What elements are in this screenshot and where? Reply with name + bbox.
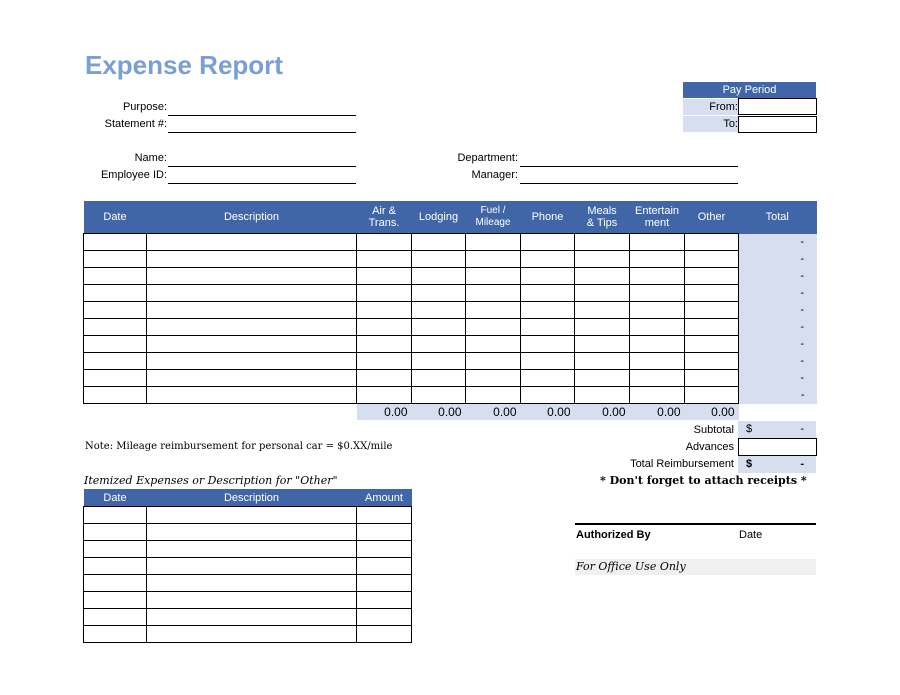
table-cell[interactable] — [412, 319, 466, 336]
table-cell[interactable] — [466, 319, 521, 336]
table-cell[interactable] — [630, 370, 685, 387]
table-row — [84, 387, 817, 404]
subtotal-label: Subtotal — [693, 424, 734, 436]
manager-field[interactable] — [520, 171, 738, 184]
itemized-cell[interactable] — [147, 626, 357, 643]
col-header-line: ment — [644, 217, 670, 229]
row-total: - — [739, 268, 817, 285]
page-title: Expense Report — [85, 50, 283, 80]
column-total: 0.00 — [575, 404, 630, 421]
table-cell[interactable] — [685, 285, 739, 302]
date-label: Date — [739, 529, 763, 541]
column-totals-row — [84, 404, 817, 421]
col-header: Other — [685, 201, 739, 234]
pay-period-header: Pay Period — [683, 82, 816, 98]
itemized-cell[interactable] — [84, 575, 147, 592]
col-header: Amount — [357, 489, 412, 507]
table-cell[interactable] — [466, 302, 521, 319]
table-cell[interactable] — [147, 302, 357, 319]
table-cell[interactable] — [84, 319, 147, 336]
itemized-cell[interactable] — [84, 558, 147, 575]
col-header-line: Mileage — [475, 217, 511, 228]
table-cell[interactable] — [685, 302, 739, 319]
table-cell[interactable] — [357, 353, 412, 370]
name-label: Name: — [134, 152, 167, 164]
subtotal-value: - — [800, 423, 804, 435]
col-header: Total — [739, 201, 817, 234]
table-cell[interactable] — [412, 268, 466, 285]
itemized-cell[interactable] — [357, 626, 412, 643]
table-cell[interactable] — [357, 234, 412, 251]
itemized-cell[interactable] — [357, 524, 412, 541]
table-cell[interactable] — [575, 285, 630, 302]
table-cell[interactable] — [521, 319, 575, 336]
table-row — [84, 353, 817, 370]
table-cell[interactable] — [575, 302, 630, 319]
table-header-row — [84, 201, 817, 234]
itemized-cell[interactable] — [84, 609, 147, 626]
table-cell[interactable] — [84, 370, 147, 387]
col-header — [466, 201, 521, 234]
expense-table — [83, 201, 817, 420]
table-cell[interactable] — [685, 234, 739, 251]
employee-id-label: Employee ID: — [100, 169, 167, 181]
table-cell[interactable] — [412, 336, 466, 353]
blank-cell — [739, 404, 817, 421]
authorized-section — [575, 523, 816, 543]
col-header: Date — [84, 201, 147, 234]
table-cell[interactable] — [685, 387, 739, 404]
table-cell[interactable] — [575, 319, 630, 336]
column-total: 0.00 — [685, 404, 739, 421]
itemized-cell[interactable] — [357, 609, 412, 626]
itemized-cell[interactable] — [147, 541, 357, 558]
table-cell[interactable] — [521, 353, 575, 370]
table-cell[interactable] — [357, 370, 412, 387]
itemized-cell[interactable] — [84, 524, 147, 541]
receipts-reminder: * Don't forget to attach receipts * — [600, 474, 807, 487]
table-cell[interactable] — [630, 285, 685, 302]
column-total: 0.00 — [466, 404, 521, 421]
authorized-by-label: Authorized By — [576, 529, 651, 541]
table-cell[interactable] — [521, 302, 575, 319]
table-cell[interactable] — [466, 353, 521, 370]
itemized-cell[interactable] — [84, 626, 147, 643]
table-cell[interactable] — [147, 251, 357, 268]
table-cell[interactable] — [412, 234, 466, 251]
column-total: 0.00 — [412, 404, 466, 421]
advances-field[interactable] — [738, 438, 817, 456]
row-total: - — [739, 353, 817, 370]
table-cell[interactable] — [466, 234, 521, 251]
table-cell[interactable] — [84, 353, 147, 370]
table-row — [84, 336, 817, 353]
column-total: 0.00 — [521, 404, 575, 421]
table-cell[interactable] — [412, 387, 466, 404]
table-cell[interactable] — [357, 285, 412, 302]
col-header-line: Meals — [587, 205, 617, 217]
col-header: Date — [84, 489, 147, 507]
table-cell[interactable] — [466, 285, 521, 302]
itemized-cell[interactable] — [357, 575, 412, 592]
table-cell[interactable] — [630, 302, 685, 319]
to-field[interactable] — [738, 116, 817, 133]
office-use-label — [575, 559, 816, 575]
table-cell[interactable] — [521, 370, 575, 387]
table-cell[interactable] — [521, 387, 575, 404]
itemized-cell[interactable] — [84, 541, 147, 558]
row-total: - — [739, 336, 817, 353]
table-cell[interactable] — [575, 370, 630, 387]
purpose-label: Purpose: — [122, 101, 167, 113]
table-cell[interactable] — [630, 251, 685, 268]
table-cell[interactable] — [685, 353, 739, 370]
manager-label: Manager: — [471, 169, 518, 181]
advances-label: Advances — [685, 441, 734, 453]
row-total: - — [739, 234, 817, 251]
itemized-cell[interactable] — [357, 592, 412, 609]
table-cell[interactable] — [521, 336, 575, 353]
row-total: - — [739, 251, 817, 268]
to-label: To: — [683, 116, 738, 132]
row-total: - — [739, 302, 817, 319]
itemized-cell[interactable] — [147, 592, 357, 609]
subtotal-currency: $ — [746, 423, 753, 435]
table-cell[interactable] — [575, 387, 630, 404]
col-header-line: & Tips — [586, 217, 618, 229]
table-cell[interactable] — [357, 387, 412, 404]
col-header-line: Trans. — [368, 217, 400, 229]
table-row — [84, 370, 817, 387]
itemized-cell[interactable] — [357, 507, 412, 524]
employee-id-field[interactable] — [168, 171, 356, 184]
from-field[interactable] — [738, 98, 817, 115]
name-field[interactable] — [168, 154, 356, 167]
table-cell[interactable] — [84, 285, 147, 302]
table-cell[interactable] — [630, 353, 685, 370]
itemized-row — [84, 575, 412, 592]
table-cell[interactable] — [630, 387, 685, 404]
itemized-row — [84, 558, 412, 575]
itemized-cell[interactable] — [147, 558, 357, 575]
table-cell[interactable] — [575, 234, 630, 251]
office-use-text: For Office Use Only — [576, 560, 686, 573]
table-row — [84, 251, 817, 268]
itemized-row — [84, 541, 412, 558]
table-cell[interactable] — [147, 234, 357, 251]
col-header-line: Air & — [372, 205, 396, 217]
table-cell[interactable] — [147, 336, 357, 353]
department-field[interactable] — [520, 154, 738, 167]
table-cell[interactable] — [575, 336, 630, 353]
table-cell[interactable] — [521, 268, 575, 285]
table-cell[interactable] — [575, 268, 630, 285]
itemized-row — [84, 592, 412, 609]
itemized-row — [84, 507, 412, 524]
department-label: Department: — [457, 152, 518, 164]
table-row — [84, 234, 817, 251]
table-cell[interactable] — [147, 285, 357, 302]
mileage-note: Note: Mileage reimbursement for personal car = $0.XX/mile — [85, 441, 393, 452]
col-header: Lodging — [412, 201, 466, 234]
col-header-line: Fuel / — [480, 205, 506, 216]
column-total: 0.00 — [357, 404, 412, 421]
table-cell[interactable] — [685, 268, 739, 285]
table-cell[interactable] — [412, 285, 466, 302]
itemized-cell[interactable] — [84, 592, 147, 609]
total-reimbursement-cell — [738, 456, 816, 473]
table-cell[interactable] — [412, 251, 466, 268]
table-cell[interactable] — [412, 370, 466, 387]
table-cell[interactable] — [630, 336, 685, 353]
table-row — [84, 268, 817, 285]
table-cell[interactable] — [575, 251, 630, 268]
table-cell[interactable] — [412, 353, 466, 370]
table-cell[interactable] — [685, 319, 739, 336]
itemized-cell[interactable] — [357, 558, 412, 575]
table-cell[interactable] — [630, 234, 685, 251]
row-total: - — [739, 370, 817, 387]
table-cell[interactable] — [357, 336, 412, 353]
table-cell[interactable] — [147, 268, 357, 285]
purpose-field[interactable] — [168, 103, 356, 116]
itemized-row — [84, 609, 412, 626]
table-cell[interactable] — [466, 387, 521, 404]
table-cell[interactable] — [521, 234, 575, 251]
total-value: - — [800, 458, 804, 470]
table-row — [84, 319, 817, 336]
table-cell[interactable] — [575, 353, 630, 370]
table-row — [84, 302, 817, 319]
table-cell[interactable] — [630, 319, 685, 336]
table-cell[interactable] — [84, 387, 147, 404]
table-cell[interactable] — [357, 268, 412, 285]
table-cell[interactable] — [147, 370, 357, 387]
itemized-cell[interactable] — [147, 575, 357, 592]
table-cell[interactable] — [84, 336, 147, 353]
row-total: - — [739, 319, 817, 336]
col-header — [630, 201, 685, 234]
table-cell[interactable] — [466, 251, 521, 268]
col-header: Phone — [521, 201, 575, 234]
table-cell[interactable] — [84, 251, 147, 268]
table-cell[interactable] — [412, 302, 466, 319]
col-header-line: Entertain — [634, 205, 680, 217]
row-total: - — [739, 285, 817, 302]
table-cell[interactable] — [357, 319, 412, 336]
statement-label: Statement #: — [104, 118, 167, 130]
col-header — [357, 201, 412, 234]
table-cell[interactable] — [466, 370, 521, 387]
itemized-header-row — [84, 489, 412, 507]
table-cell[interactable] — [84, 234, 147, 251]
subtotal-cell — [738, 421, 816, 438]
itemized-row — [84, 524, 412, 541]
table-cell[interactable] — [147, 319, 357, 336]
itemized-table — [83, 489, 412, 643]
itemized-cell[interactable] — [147, 609, 357, 626]
col-header: Description — [147, 489, 357, 507]
itemized-cell[interactable] — [357, 541, 412, 558]
table-cell[interactable] — [685, 336, 739, 353]
table-cell[interactable] — [84, 268, 147, 285]
itemized-cell[interactable] — [147, 507, 357, 524]
table-cell[interactable] — [84, 302, 147, 319]
table-cell[interactable] — [466, 336, 521, 353]
table-cell[interactable] — [630, 268, 685, 285]
blank-cell — [147, 404, 357, 421]
table-cell[interactable] — [521, 251, 575, 268]
table-cell[interactable] — [147, 353, 357, 370]
row-total: - — [739, 387, 817, 404]
itemized-row — [84, 626, 412, 643]
table-cell[interactable] — [685, 370, 739, 387]
table-cell[interactable] — [147, 387, 357, 404]
blank-cell — [84, 404, 147, 421]
total-reimbursement-label: Total Reimbursement — [630, 458, 734, 470]
from-label: From: — [683, 99, 738, 115]
itemized-title: Itemized Expenses or Description for "Other" — [84, 474, 338, 487]
statement-field[interactable] — [168, 120, 356, 133]
table-cell[interactable] — [466, 268, 521, 285]
itemized-cell[interactable] — [84, 507, 147, 524]
table-cell[interactable] — [357, 302, 412, 319]
table-cell[interactable] — [685, 251, 739, 268]
table-row — [84, 285, 817, 302]
itemized-cell[interactable] — [147, 524, 357, 541]
col-header: Description — [147, 201, 357, 234]
table-cell[interactable] — [521, 285, 575, 302]
total-currency: $ — [746, 458, 753, 470]
col-header — [575, 201, 630, 234]
table-cell[interactable] — [357, 251, 412, 268]
column-total: 0.00 — [630, 404, 685, 421]
